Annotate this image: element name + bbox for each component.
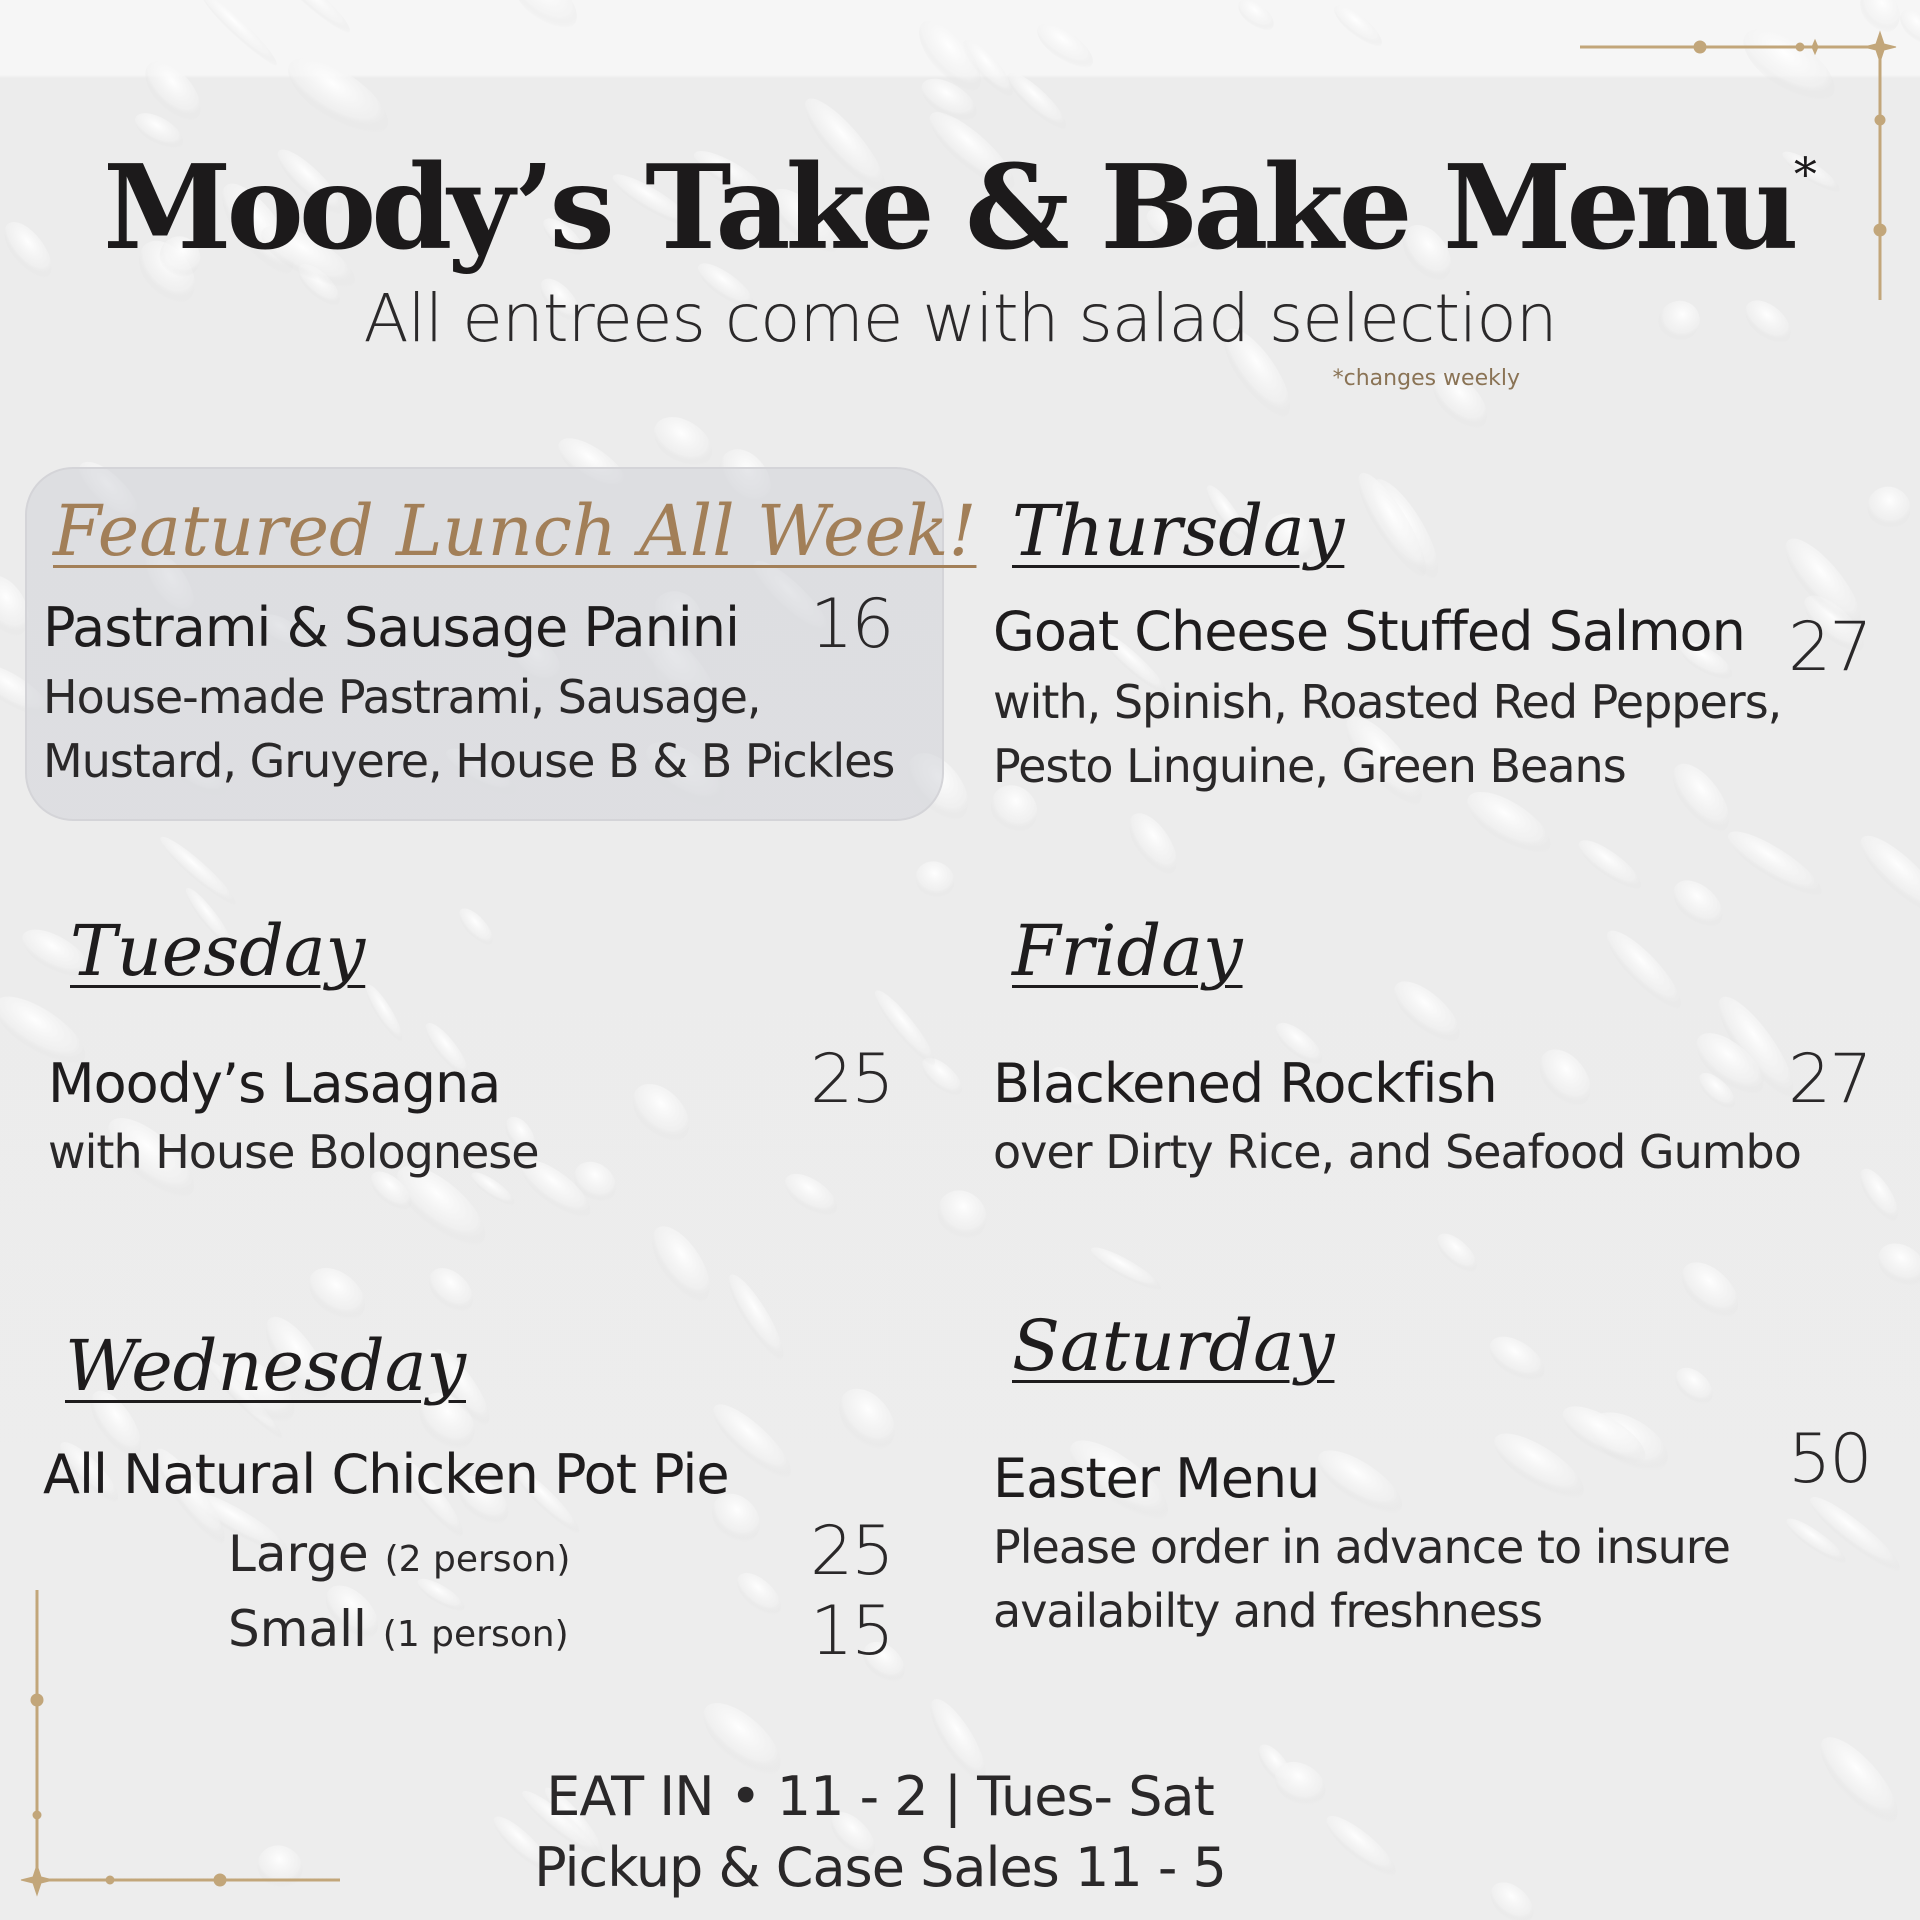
background-dot — [1572, 833, 1647, 898]
footer-hours-pickup: Pickup & Case Sales 11 - 5 — [534, 1836, 1226, 1899]
background-dot — [453, 903, 498, 951]
title-asterisk: * — [1793, 147, 1817, 201]
featured-desc-line-1: House-made Pastrami, Sausage, — [43, 670, 761, 724]
background-dot — [1030, 15, 1100, 76]
background-dot — [360, 981, 408, 1046]
wednesday-price-small: 15 — [810, 1592, 893, 1671]
thursday-item-name: Goat Cheese Stuffed Salmon — [993, 600, 1745, 663]
wednesday-size-small: Small (1 person) — [228, 1600, 569, 1658]
menu-subtitle: All entrees come with salad selection — [363, 280, 1557, 357]
wednesday-price-large: 25 — [810, 1512, 893, 1591]
changes-weekly-note: *changes weekly — [1332, 366, 1520, 391]
background-dot — [1859, 478, 1920, 538]
background-dot — [277, 0, 356, 39]
background-dot — [299, 1257, 375, 1330]
featured-price: 16 — [810, 585, 893, 664]
background-dot — [1087, 1241, 1165, 1297]
background-dot — [778, 1166, 844, 1225]
background-dot — [927, 1180, 996, 1249]
background-dot — [1529, 1040, 1601, 1116]
background-dot — [1853, 1163, 1905, 1227]
friday-desc-line-1: over Dirty Rice, and Seafood Gumbo — [993, 1125, 1801, 1179]
background-dot — [730, 1565, 789, 1622]
thursday-price: 27 — [1788, 608, 1871, 687]
friday-price: 27 — [1788, 1040, 1871, 1119]
background-dot — [1870, 1235, 1920, 1296]
saturday-price: 50 — [1788, 1420, 1871, 1499]
tuesday-price: 25 — [810, 1040, 893, 1119]
menu-title: Moody’s Take & Bake Menu* — [103, 140, 1817, 276]
background-dot — [1808, 1726, 1909, 1834]
background-dot — [908, 854, 961, 906]
wednesday-heading: Wednesday — [65, 1325, 466, 1407]
background-dot — [1329, 0, 1388, 53]
footer-hours-eat-in: EAT IN • 11 - 2 | Tues- Sat — [546, 1765, 1214, 1828]
saturday-item-name: Easter Menu — [993, 1447, 1320, 1510]
saturday-heading: Saturday — [1012, 1305, 1335, 1387]
tuesday-item-name: Moody’s Lasagna — [48, 1052, 501, 1115]
background-dot — [1482, 1328, 1552, 1391]
featured-heading: Featured Lunch All Week! — [53, 490, 977, 572]
background-dot — [1668, 1361, 1719, 1412]
thursday-desc-line-2: Pesto Linguine, Green Beans — [993, 739, 1626, 793]
tuesday-desc-line-1: with House Bolognese — [48, 1125, 539, 1179]
background-dot — [276, 44, 399, 149]
background-dot — [196, 0, 282, 71]
friday-item-name: Blackened Rockfish — [993, 1052, 1497, 1115]
background-dot — [1672, 1252, 1749, 1328]
background-dot — [1721, 821, 1830, 906]
tuesday-heading: Tuesday — [70, 910, 366, 992]
background-dot — [1233, 0, 1279, 37]
featured-desc-line-2: Mustard, Gruyere, House B & B Pickles — [43, 734, 895, 788]
background-dot — [1851, 826, 1920, 927]
background-dot — [1309, 1439, 1411, 1525]
background-dot — [1384, 971, 1469, 1053]
saturday-desc-line-2: availabilty and freshness — [993, 1584, 1543, 1638]
background-dot — [622, 1073, 701, 1153]
background-dot — [1662, 754, 1740, 841]
background-dot — [1001, 66, 1072, 136]
wednesday-size-large: Large (2 person) — [228, 1525, 571, 1583]
thursday-desc-line-1: with, Spinish, Roasted Red Peppers, — [993, 675, 1782, 729]
background-dot — [720, 1269, 791, 1365]
background-dot — [828, 1378, 906, 1460]
featured-item-name: Pastrami & Sausage Panini — [43, 596, 740, 659]
saturday-desc-line-1: Please order in advance to insure — [993, 1520, 1730, 1574]
thursday-heading: Thursday — [1012, 490, 1345, 572]
background-dot — [421, 1260, 482, 1321]
background-dot — [1431, 1227, 1484, 1279]
wednesday-item-name: All Natural Chicken Pot Pie — [43, 1443, 729, 1506]
background-dot — [1120, 805, 1187, 882]
background-dot — [641, 1217, 721, 1311]
background-dot — [503, 0, 587, 40]
background-dot — [1598, 922, 1691, 1019]
friday-heading: Friday — [1012, 910, 1243, 992]
background-dot — [1664, 871, 1731, 937]
